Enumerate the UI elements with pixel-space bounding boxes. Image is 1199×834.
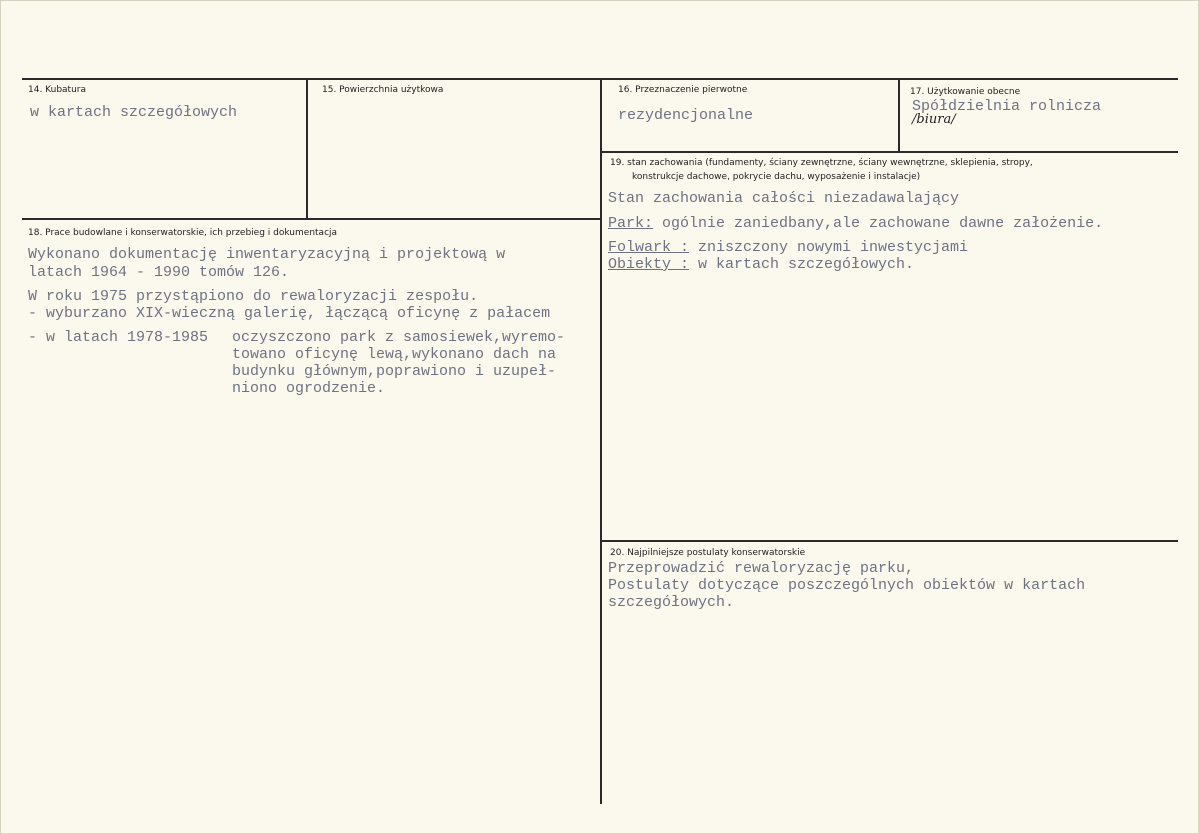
- field-19-label-line1: 19. stan zachowania (fundamenty, ściany zewnętrzne, ściany wewnętrzne, sklepienia, stropy,: [610, 158, 1033, 168]
- field-16-label: 16. Przeznaczenie pierwotne: [618, 85, 748, 95]
- field-18-line: budynku głównym,poprawiono i uzupeł-: [232, 363, 557, 380]
- field-15-label: 15. Powierzchnia użytkowa: [322, 85, 444, 95]
- field-18-line: - w latach 1978-1985: [28, 329, 209, 346]
- divider-15-16: [600, 78, 602, 804]
- obiekty-text: w kartach szczegółowych.: [689, 256, 915, 273]
- field-18-line: - wyburzano XIX-wieczną galerię, łączącą oficynę z pałacem: [28, 305, 551, 322]
- field-18-line: niono ogrodzenie.: [232, 380, 386, 397]
- park-label: Park:: [608, 215, 654, 232]
- field-19-obiekty: [608, 256, 914, 274]
- field-14-value: w kartach szczegółowych: [30, 104, 238, 121]
- field-18-line: W roku 1975 przystąpiono do rewaloryzacji zespołu.: [28, 288, 479, 305]
- park-text: ogólnie zaniedbany,ale zachowane dawne założenie.: [653, 215, 1104, 232]
- field-19-label-line2: konstrukcje dachowe, pokrycie dachu, wyposażenie i instalacje): [632, 172, 921, 182]
- folwark-text: zniszczony nowymi inwestycjami: [689, 239, 969, 256]
- rule-above-18: [22, 218, 602, 220]
- field-18-label: 18. Prace budowlane i konserwatorskie, ich przebieg i dokumentacja: [28, 228, 338, 238]
- field-19-summary: Stan zachowania całości niezadawalający: [608, 190, 960, 207]
- folwark-label: Folwark :: [608, 239, 690, 256]
- field-18-line: latach 1964 - 1990 tomów 126.: [28, 264, 290, 281]
- field-18-line: towano oficynę lewą,wykonano dach na: [232, 346, 557, 363]
- field-16-value: rezydencjonalne: [618, 107, 754, 124]
- field-18-line: Wykonano dokumentację inwentaryzacyjną i projektową w: [28, 246, 506, 263]
- field-17-label: 17. Użytkowanie obecne: [910, 87, 1021, 97]
- rule-above-19: [600, 151, 1178, 153]
- divider-14-15: [306, 78, 308, 220]
- divider-16-17: [898, 78, 900, 152]
- field-20-line: Przeprowadzić rewaloryzację parku,: [608, 560, 915, 577]
- field-20-line: Postulaty dotyczące poszczególnych obiektów w kartach: [608, 577, 1086, 594]
- rule-above-20: [600, 540, 1178, 542]
- field-19-park: [608, 215, 1103, 233]
- field-20-line: szczegółowych.: [608, 594, 735, 611]
- field-17-handwritten-note: /biura/: [912, 112, 956, 127]
- field-18-line: oczyszczono park z samosiewek,wyremo-: [232, 329, 566, 346]
- field-17-value: Spółdzielnia rolnicza: [912, 98, 1102, 115]
- field-14-label: 14. Kubatura: [28, 85, 87, 95]
- obiekty-label: Obiekty :: [608, 256, 690, 273]
- field-20-label: 20. Najpilniejsze postulaty konserwatorskie: [610, 548, 806, 558]
- field-19-folwark: [608, 239, 968, 257]
